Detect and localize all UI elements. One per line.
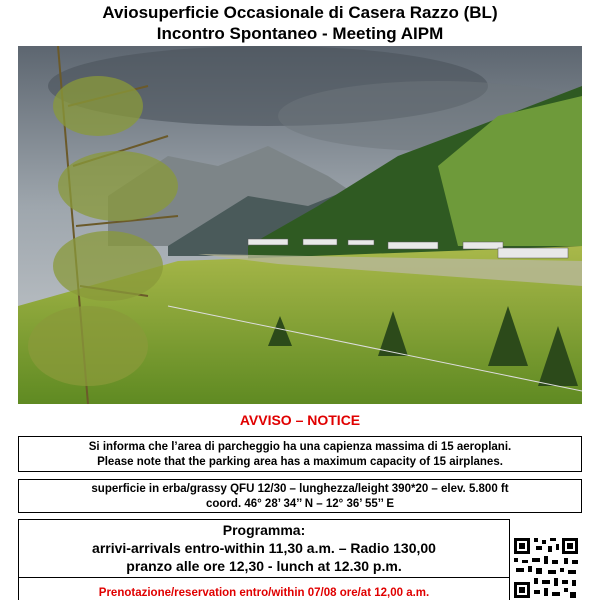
qr-code-icon[interactable] <box>512 536 580 600</box>
program-lunch: pranzo alle ore 12,30 - lunch at 12.30 p.m. <box>126 558 402 574</box>
notice-line-italian: Si informa che l’area di parcheggio ha una capienza massima di 15 aeroplani. <box>88 441 512 453</box>
title-line-2: Incontro Spontaneo - Meeting AIPM <box>156 24 444 43</box>
field-info-box <box>18 479 582 513</box>
notice-line-english: Please note that the parking area has a maximum capacity of 15 airplanes. <box>97 456 503 468</box>
program-title: Programma: <box>222 522 306 538</box>
program-divider <box>19 577 509 578</box>
program-box <box>18 519 510 600</box>
title-line-1: Aviosuperficie Occasionale di Casera Razzo (BL) <box>102 3 498 22</box>
notice-heading: AVVISO – NOTICE <box>239 412 361 428</box>
field-coordinates: coord. 46° 28’ 34’’ N – 12° 36’ 55’’ E <box>206 498 394 510</box>
field-surface-info: superficie in erba/grassy QFU 12/30 – lunghezza/leight 390*20 – elev. 5.800 ft <box>91 483 509 495</box>
capacity-notice-box <box>18 436 582 472</box>
landscape-photo <box>18 46 582 404</box>
program-arrivals: arrivi-arrivals entro-within 11,30 a.m. – Radio 130,00 <box>92 540 436 556</box>
page-title <box>0 2 600 44</box>
program-reservation: Prenotazione/reservation entro/within 07/08 ore/at 12,00 a.m. <box>98 587 430 599</box>
